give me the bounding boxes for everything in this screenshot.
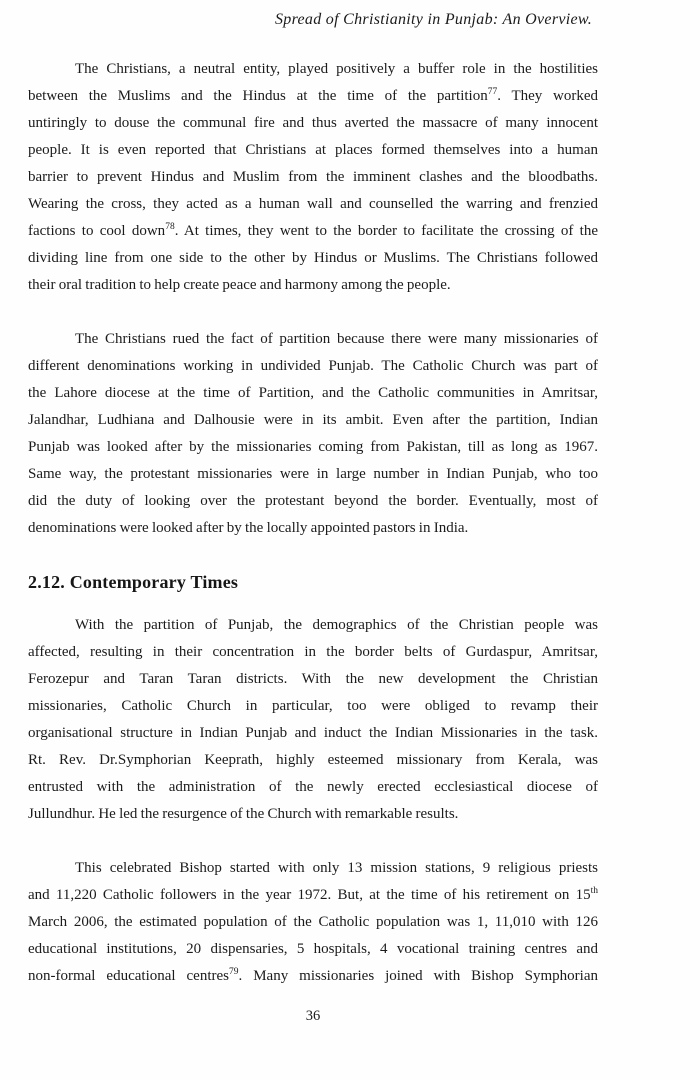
text-line: The Christians, a neutral entity, played positively a buffer role in the hostilities: [75, 61, 598, 77]
text-line: between the Muslims and the Hindus at the time of the partition$^{77}$. They worked: [28, 87, 598, 104]
superscript-note: th: [590, 886, 598, 896]
paragraph-bishop-statistics: [28, 855, 598, 990]
text-line: With the partition of Punjab, the demographics of the Christian people was: [75, 617, 598, 633]
page-content: [28, 56, 598, 1017]
text-line: dividing line from one side to the other by Hindus or Muslims. The Christians followed: [28, 250, 598, 266]
superscript-note: 79: [229, 967, 239, 977]
text-line: entrusted with the administration of the newly erected ecclesiastical diocese of: [28, 779, 598, 795]
text-line: Punjab was looked after by the missionaries coming from Pakistan, till as long as 1967.: [28, 439, 598, 455]
text-line: Rt. Rev. Dr.Symphorian Keeprath, highly esteemed missionary from Kerala, was: [28, 752, 598, 768]
text-line: March 2006, the estimated population of the Catholic population was 1, 11,010 with 126: [28, 914, 598, 930]
text-line: untiringly to douse the communal fire and thus averted the massacre of many innocent: [28, 115, 598, 131]
page-number: 36: [305, 1008, 321, 1024]
text-line: The Christians rued the fact of partition because there were many missionaries of: [75, 331, 598, 347]
text-line: Wearing the cross, they acted as a human wall and counselled the warring and frenzied: [28, 196, 598, 212]
text-line: the Lahore diocese at the time of Partition, and the Catholic communities in Amritsar,: [28, 385, 598, 401]
text-line: Jullundhur. He led the resurgence of the Church with remarkable results.: [28, 806, 459, 822]
text-line: non-formal educational centres$^{79}$. Many missionaries joined with Bishop Symphorian: [28, 967, 598, 984]
paragraph-christians-buffer-role: [28, 56, 598, 299]
text-line: denominations were looked after by the locally appointed pastors in India.: [28, 520, 469, 536]
text-line: affected, resulting in their concentration in the border belts of Gurdaspur, Amritsar,: [28, 644, 598, 660]
text-line: did the duty of looking over the protestant beyond the border. Eventually, most of: [28, 493, 598, 509]
text-line: different denominations working in undivided Punjab. The Catholic Church was part of: [28, 358, 598, 374]
text-line: Jalandhar, Ludhiana and Dalhousie were in its ambit. Even after the partition, Indian: [28, 412, 598, 428]
text-line: barrier to prevent Hindus and Muslim from the imminent clashes and the bloodbaths.: [28, 169, 598, 185]
paragraph-partition-demographics: [28, 612, 598, 828]
text-line: Ferozepur and Taran Taran districts. With the new development the Christian: [28, 671, 598, 687]
text-line: people. It is even reported that Christians at places formed themselves into a human: [28, 142, 598, 158]
text-line: Same way, the protestant missionaries were in large number in Indian Punjab, who too: [28, 466, 598, 482]
text-line: This celebrated Bishop started with only 13 mission stations, 9 religious priests: [75, 860, 598, 876]
superscript-note: 78: [165, 222, 175, 232]
text-line: educational institutions, 20 dispensaries, 5 hospitals, 4 vocational training centres and: [28, 941, 598, 957]
text-line: factions to cool down$^{78}$. At times, they went to the border to facilitate the crossing of the: [28, 222, 598, 239]
running-header-title: Spread of Christianity in Punjab: An Overview.: [274, 11, 592, 28]
superscript-note: 77: [487, 87, 498, 97]
paragraph-partition-missionaries: [28, 326, 598, 542]
text-line: and 11,220 Catholic followers in the year 1972. But, at the time of his retirement on 15th: [28, 886, 598, 903]
text-line: their oral tradition to help create peace and harmony among the people.: [28, 277, 451, 293]
text-line: organisational structure in Indian Punjab and induct the Indian Missionaries in the task.: [28, 725, 598, 741]
text-line: missionaries, Catholic Church in particular, too were obliged to revamp their: [28, 698, 598, 714]
section-heading: 2.12. Contemporary Times: [28, 572, 239, 592]
